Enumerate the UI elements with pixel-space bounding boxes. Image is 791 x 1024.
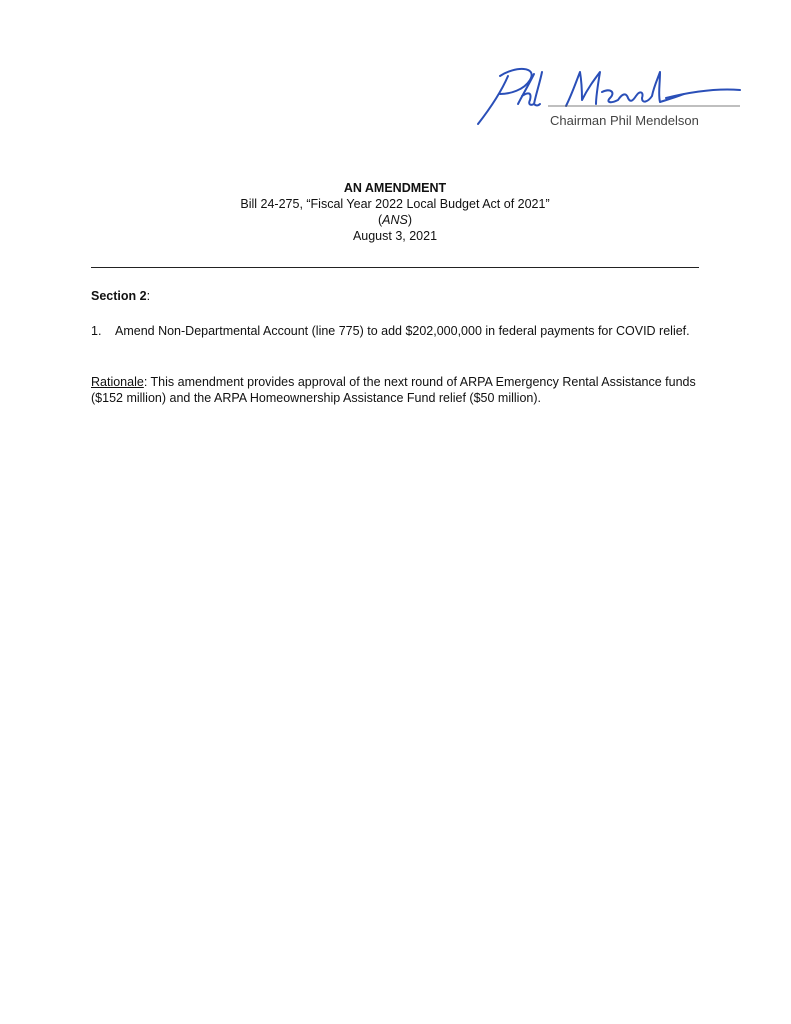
list-item-text: Amend Non-Departmental Account (line 775) to add $202,000,000 in federal payments for COVID relief. [115,324,690,338]
section-heading [91,289,150,303]
signature-caption: Chairman Phil Mendelson [550,113,699,128]
rationale-paragraph [91,374,699,406]
ans-close-paren: ) [407,213,413,227]
ans-open-paren: ( [377,213,383,227]
list-item [91,323,699,339]
amendment-title: AN AMENDMENT [343,181,447,195]
amendment-date: August 3, 2021 [352,229,438,243]
list-item-number: 1. [91,324,102,338]
section-heading-label: Section 2 [91,289,147,303]
section-heading-colon: : [146,289,151,303]
amendment-header [91,180,699,244]
header-divider [91,267,699,268]
bill-line: Bill 24-275, “Fiscal Year 2022 Local Budget Act of 2021” [240,197,550,211]
ans-label: ANS [382,213,408,227]
ans-line [91,212,699,228]
rationale-text: : This amendment provides approval of the next round of ARPA Emergency Rental Assistance funds ($152 million) and the ARPA Homeownership Assistance Fund relief ($50 million). [91,375,696,405]
signature-block [470,62,750,132]
rationale-label: Rationale [91,375,144,389]
